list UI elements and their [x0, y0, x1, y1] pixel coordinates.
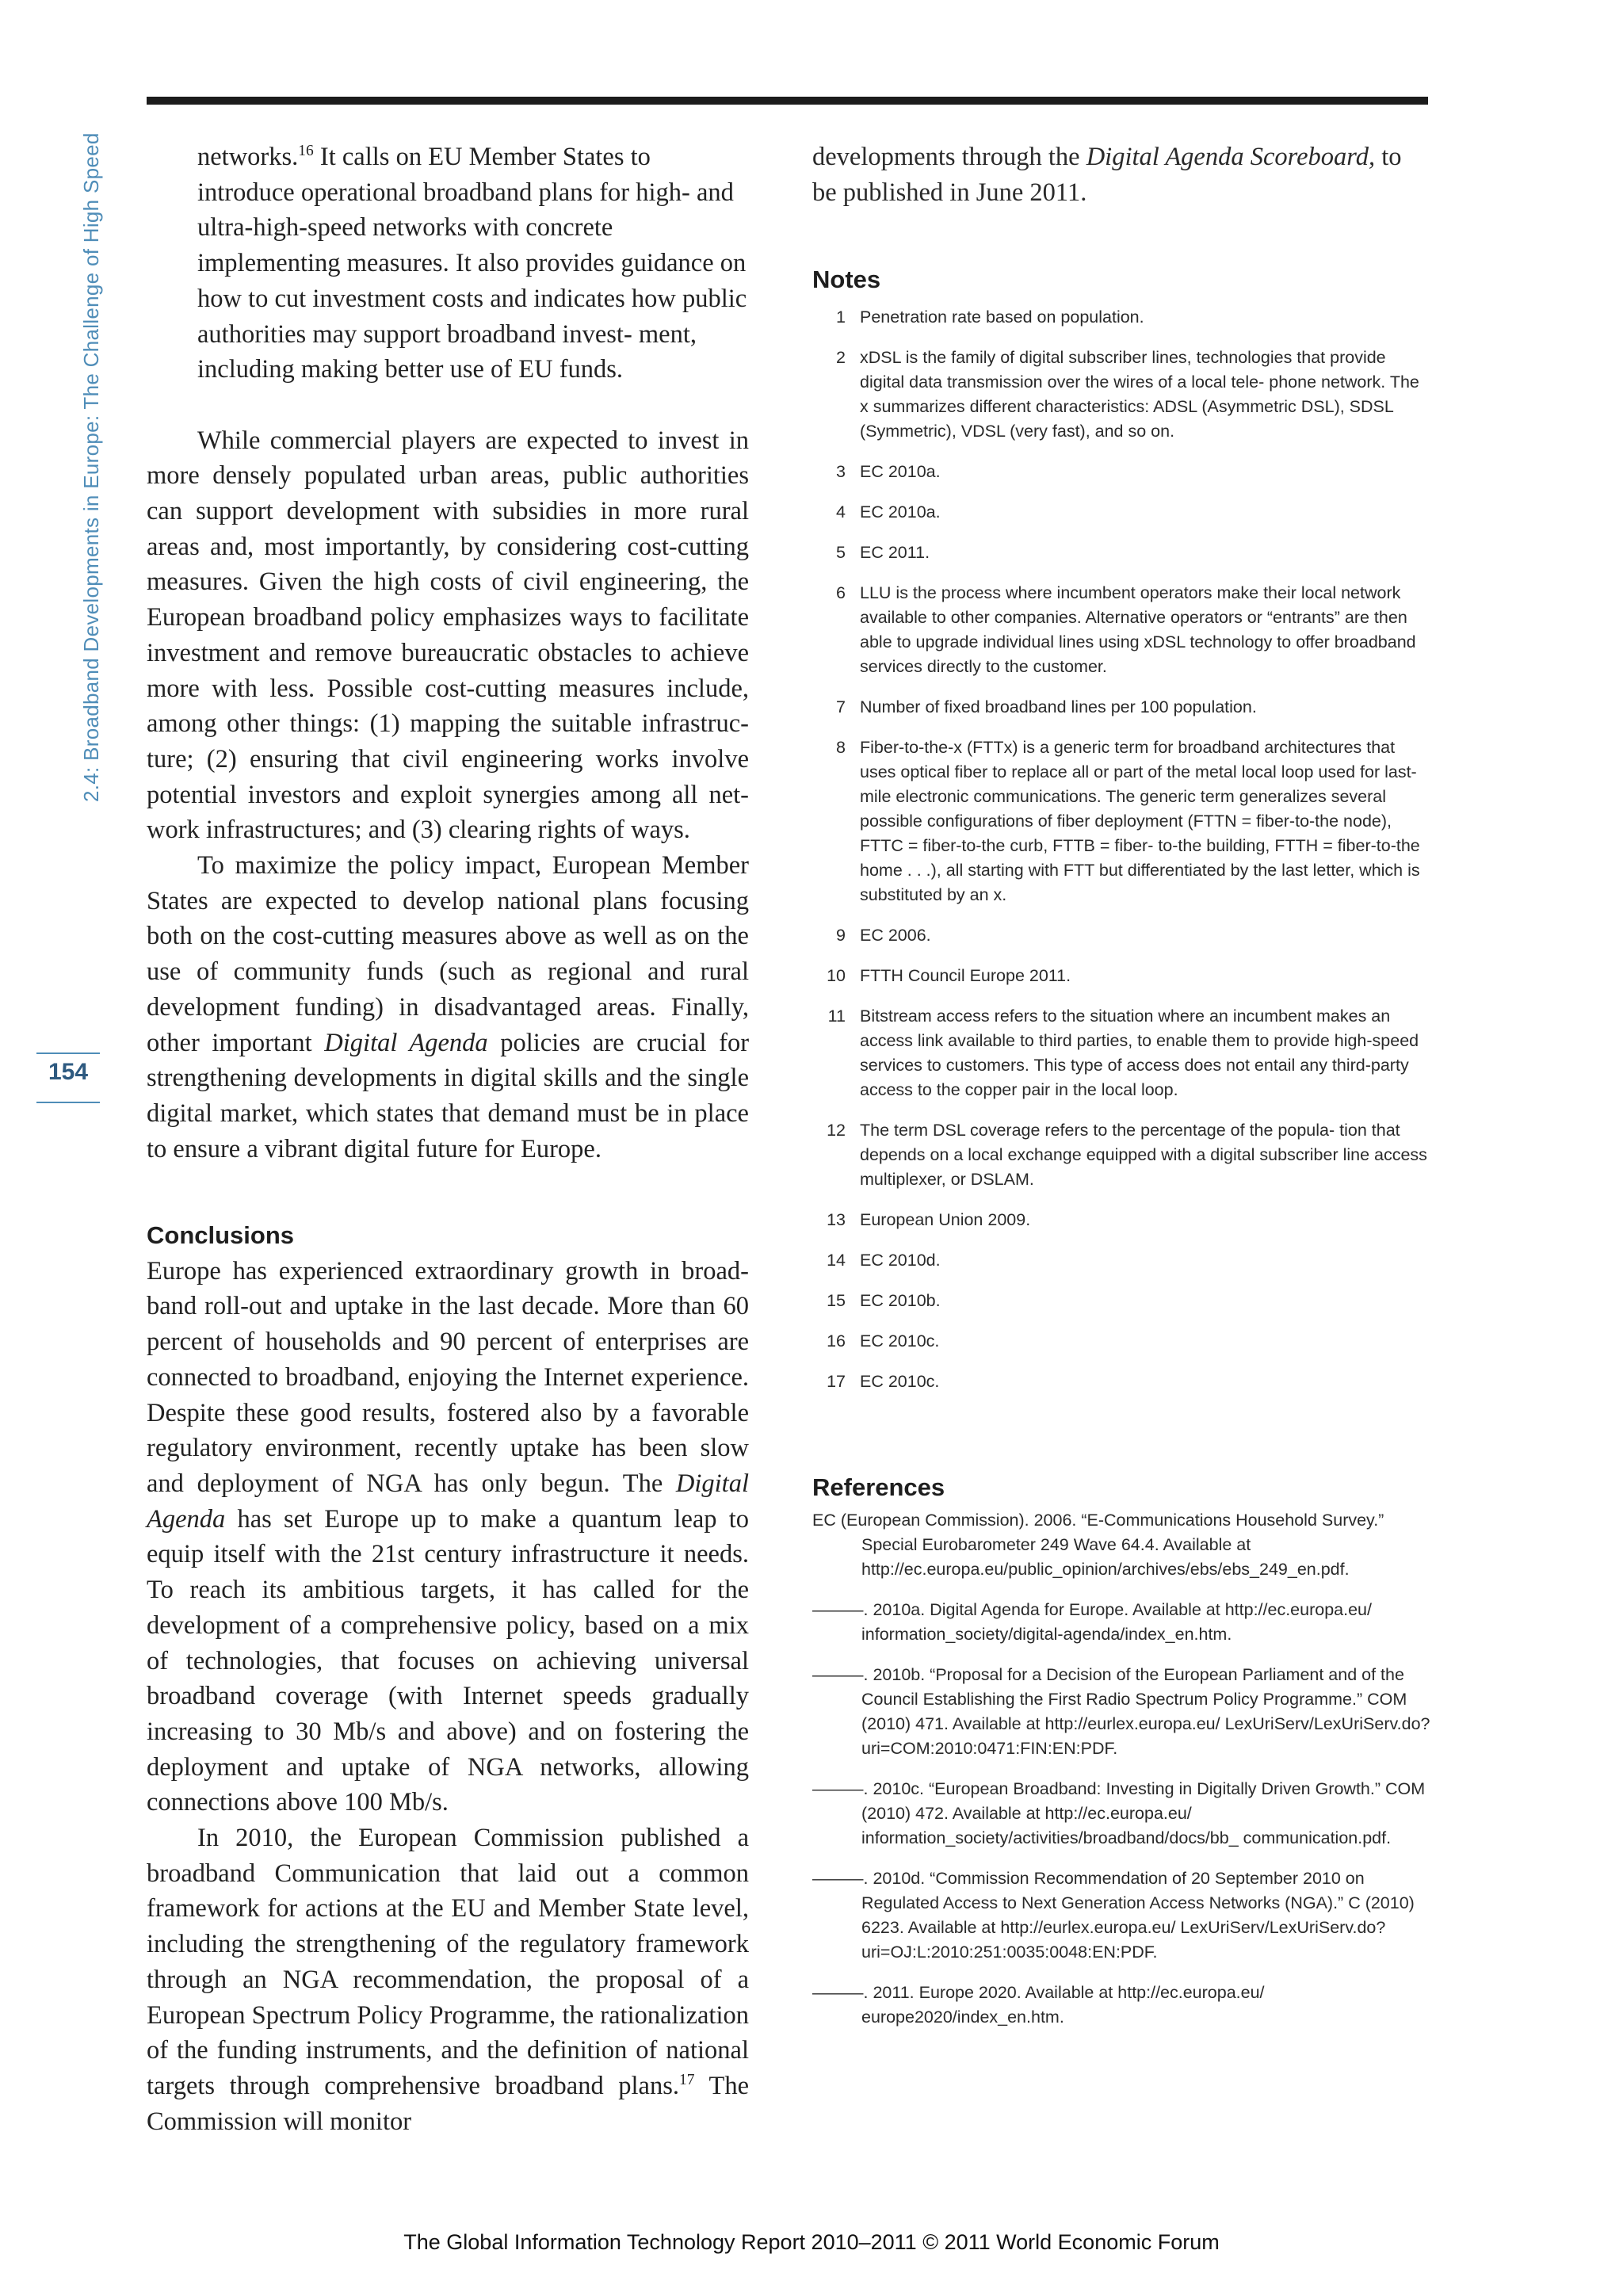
note-item [812, 1370, 1430, 1394]
paragraph-networks-rest: It calls on EU Member States to introduce operational broadband plans for high- and ultra-high-speed networks with concrete implementing measures. It also provides guidance on how to cut investment costs and indicates how public authorities may support broadband invest- ment, including making better use of EU funds. [197, 143, 747, 384]
note-item [812, 1004, 1430, 1102]
note-text: EC 2010a. [860, 462, 941, 482]
note-item [812, 460, 1430, 484]
note-text: EC 2010b. [860, 1291, 941, 1311]
conclusions-2-text: In 2010, the European Commission published a broadband Communication that laid out a common framework for actions at the EU and Member State level, including the strengthening of the regulatory framework through an NGA recommendation, the proposal of a European Spectrum Policy Programme, the rationalization of the funding instruments, and the definition of national targets through comprehensive broadband plans. [147, 1824, 749, 2100]
note-number: 8 [836, 738, 846, 758]
note-item [812, 1208, 1430, 1232]
note-item [812, 695, 1430, 720]
conclusions-text-b: has set Europe up to make a quantum leap to equip itself with the 21st century infrastructure it needs. To reach its ambitious targets, it has called for the development of a comprehensive policy, based on a mix of technologies, that focuses on achieving universal broadband coverage (with Internet speeds gradually increasing to 30 Mb/s and above) and on fostering the deployment and uptake of NGA networks, allowing connections above 100 Mb/s. [147, 1504, 749, 1817]
references-list [812, 1508, 1430, 2030]
note-text: EC 2010c. [860, 1331, 940, 1351]
reference-entry: ———. 2011. Europe 2020. Available at http://ec.europa.eu/ europe2020/index_en.htm. [812, 1983, 1265, 2027]
note-text: FTTH Council Europe 2011. [860, 966, 1071, 986]
conclusions-2-tail: The Commission will monitor [147, 2071, 749, 2136]
note-item [812, 1118, 1430, 1192]
policy-impact-emphasis: Digital Agenda [324, 1028, 488, 1057]
note-item [812, 1248, 1430, 1273]
paragraph-commercial-players: While commercial players are expected to invest in more densely populated urban areas, public authorities can support development with subsidies in more rural areas and, most importantly, by considering cost-cutting measures. Given the high costs of civil engineering, the European broadband policy emphasizes ways to facilitate investment and remove bureaucratic obstacles to achieve more with less. Possible cost-cutting measures include, among other things: (1) mapping the suitable infrastruc- ture; (2) ensuring that civil engineering works involve potential investors and exploit synergies among all net- work infrastructures; and (3) clearing rights of ways. [147, 426, 749, 845]
note-text: EC 2011. [860, 543, 930, 563]
reference-entry: ———. 2010d. “Commission Recommendation of 20 September 2010 on Regulated Access to Next Generation Access Networks (NGA).” C (2010) 6223. Available at http://eurlex.europa.eu/ LexUriServ/LexUriServ.do?uri=OJ:L:2010:251:0035:0048:EN:PDF. [812, 1869, 1415, 1962]
conclusions-text-a: Europe has experienced extraordinary growth in broad- band roll-out and uptake in the last decade. More than 60 percent of households and 90 percent of enterprises are connected to broadband, enjoying the Internet experience. Despite these good results, fostered also by a favorable regulatory environment, recently uptake has been slow and deployment of NGA has only begun. The [147, 1256, 749, 1498]
note-number: 7 [836, 697, 846, 717]
note-text: Bitstream access refers to the situation where an incumbent makes an access link available to third parties, to enable them to provide high-speed services to customers. This type of access does not entail any third-party access to the copper pair in the local loop. [860, 1007, 1419, 1100]
note-number: 9 [836, 926, 846, 946]
note-text: EC 2010d. [860, 1251, 941, 1270]
note-text: EC 2006. [860, 926, 931, 946]
page-number-rule-top [36, 1052, 100, 1054]
note-number: 1 [836, 308, 846, 327]
note-number: 15 [827, 1291, 846, 1311]
page-footer: The Global Information Technology Report 2010–2011 © 2011 World Economic Forum [403, 2230, 1220, 2254]
note-item [812, 1329, 1430, 1354]
note-item [812, 581, 1430, 679]
references-heading: References [812, 1473, 945, 1502]
page-number-rule-bottom [36, 1102, 100, 1103]
note-number: 13 [827, 1210, 846, 1230]
note-item [812, 964, 1430, 988]
note-number: 14 [827, 1251, 846, 1270]
paragraph-conclusions-1 [147, 1254, 749, 1820]
header-rule [147, 97, 1428, 105]
note-text: EC 2010a. [860, 502, 941, 522]
note-item [812, 346, 1430, 444]
reference-entry: ———. 2010b. “Proposal for a Decision of the European Parliament and of the Council Establishing the First Radio Spectrum Policy Programme.” COM (2010) 471. Available at http://eurlex.europa.eu/ LexUriServ/LexUriServ.do?uri=COM:2010:0471:FIN:EN:PDF. [812, 1665, 1430, 1759]
note-number: 12 [827, 1121, 846, 1140]
continuation-text-b: to be published in June 2011. [812, 143, 1402, 207]
right-column [812, 139, 1430, 2046]
page-number: 154 [48, 1059, 89, 1085]
paragraph-continuation [812, 139, 1430, 210]
note-text: European Union 2009. [860, 1210, 1031, 1230]
footnote-ref-17: 17 [679, 2072, 695, 2089]
note-item [812, 923, 1430, 948]
note-text: EC 2010c. [860, 1372, 940, 1392]
reference-entry: ———. 2010c. “European Broadband: Investing in Digitally Driven Growth.” COM (2010) 472. Available at http://ec.europa.eu/ information_society/activities/broadband/docs/bb_ communication.pdf. [812, 1779, 1426, 1848]
note-number: 4 [836, 502, 846, 522]
note-item [812, 541, 1430, 565]
note-item [812, 735, 1430, 907]
left-column [147, 139, 749, 2139]
footnote-ref-16: 16 [298, 143, 314, 160]
note-text: Fiber-to-the-x (FTTx) is a generic term for broadband architectures that uses optical fiber to replace all or part of the metal local loop used for last-mile electronic communications. The generic term generalizes several possible configurations of fiber deployment (FTTN = fiber-to-the node), FTTC = fiber-to-the curb, FTTB = fiber- to-the building, FTTH = fiber-to-the home . . .), all starting with FTT but differentiated by the last letter, which is substituted by an x. [860, 738, 1420, 905]
note-number: 16 [827, 1331, 846, 1351]
continuation-text-a: developments through the [812, 143, 1080, 171]
paragraph-conclusions-2 [147, 1820, 749, 2139]
paragraph-networks-start: networks. [197, 143, 299, 171]
note-number: 11 [827, 1007, 846, 1026]
paragraph-policy-impact [147, 848, 749, 1167]
note-text: LLU is the process where incumbent operators make their local network available to other companies. Alternative operators or “entrants” are then able to upgrade individual lines using xDSL technology to offer broadband services directly to the customer. [860, 583, 1416, 677]
note-item [812, 1289, 1430, 1313]
note-number: 3 [836, 462, 846, 482]
policy-impact-text-b: policies are crucial for strengthening developments in digital skills and the single digital market, which states that demand must be in place to ensure a vibrant digital future for Europe. [147, 1028, 750, 1163]
notes-list [812, 305, 1430, 1394]
note-number: 6 [836, 583, 846, 603]
continuation-emphasis: Digital Agenda Scoreboard, [1086, 143, 1376, 171]
paragraph-networks [147, 139, 749, 388]
note-text: The term DSL coverage refers to the percentage of the popula- tion that depends on a local exchange equipped with a digital subscriber line access multiplexer, or DSLAM. [860, 1121, 1427, 1190]
note-text: Penetration rate based on population. [860, 308, 1144, 327]
note-item [812, 500, 1430, 525]
note-number: 5 [836, 543, 846, 563]
running-header-title: 2.4: Broadband Developments in Europe: The Challenge of High Speed [79, 132, 103, 802]
note-text: xDSL is the family of digital subscriber lines, technologies that provide digital data transmission over the wires of a local tele- phone network. The x summarizes different characteristics: ADSL (Asymmetric DSL), SDSL (Symmetric), VDSL (very fast), and so on. [860, 348, 1419, 441]
reference-entry: EC (European Commission). 2006. “E-Communications Household Survey.” Special Eurobarometer 249 Wave 64.4. Available at http://ec.europa.eu/public_opinion/archives/ebs/ebs_249_en.pdf. [812, 1511, 1384, 1580]
policy-impact-text-a: To maximize the policy impact, European Member States are expected to develop national plans focusing both on the cost-cutting measures above as well as on the use of community funds (such as regional and rural development funding) in disadvantaged areas. Finally, other important [147, 851, 749, 1057]
conclusions-heading: Conclusions [147, 1221, 295, 1250]
note-number: 10 [827, 966, 846, 986]
notes-heading: Notes [812, 266, 881, 294]
note-text: Number of fixed broadband lines per 100 population. [860, 697, 1257, 717]
conclusions-emphasis: Digital Agenda [147, 1469, 749, 1534]
reference-entry: ———. 2010a. Digital Agenda for Europe. Available at http://ec.europa.eu/ information_society/digital-agenda/index_en.htm. [812, 1600, 1372, 1645]
note-number: 17 [827, 1372, 846, 1392]
note-item [812, 305, 1430, 330]
note-number: 2 [836, 348, 846, 368]
